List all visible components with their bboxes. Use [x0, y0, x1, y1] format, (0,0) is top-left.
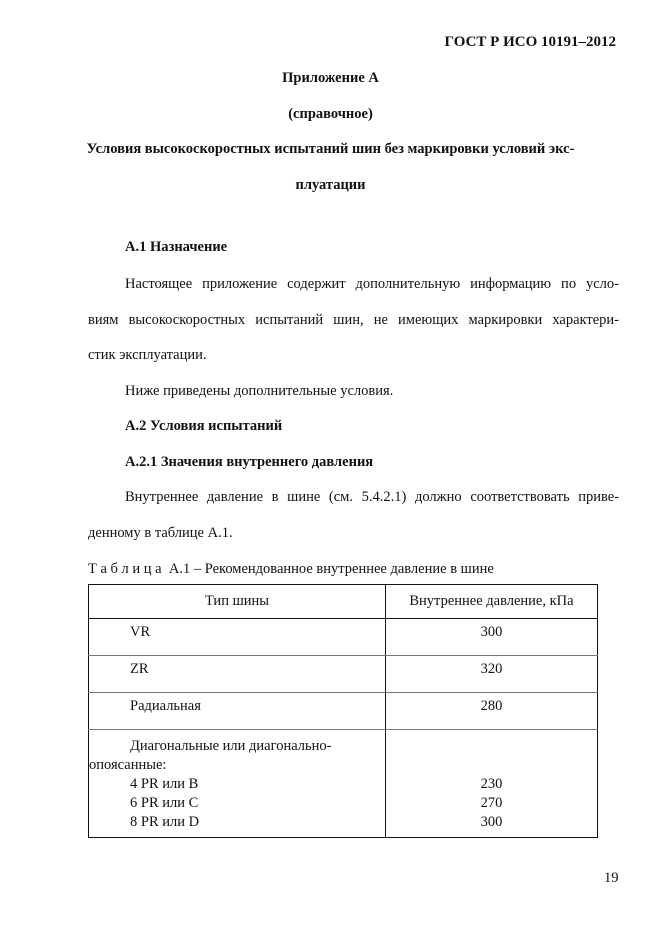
appendix-title: Приложение А: [282, 70, 379, 86]
table-row: [89, 619, 598, 656]
appendix-heading-line1: Условия высокоскоростных испытаний шин без маркировки условий экс-: [86, 141, 575, 157]
appendix-type: (справочное): [288, 106, 373, 122]
document-code: ГОСТ Р ИСО 10191–2012: [444, 34, 616, 50]
appendix-heading-line2: плуатации: [295, 177, 366, 193]
tire-type-cell-diagonal: [89, 730, 386, 838]
table-row: [89, 656, 598, 693]
tire-type-cell: ZR: [89, 656, 386, 693]
a1-paragraph-line1: Настоящее приложение содержит дополнительную информацию по усло-: [125, 276, 619, 292]
column-header-tire-type: Тип шины: [89, 585, 386, 619]
tire-type-cell: VR: [89, 619, 386, 656]
table-row-diagonal: [89, 730, 598, 838]
table-row: [89, 693, 598, 730]
pressure-cell: 300: [385, 619, 597, 656]
pressure-table: [88, 584, 598, 838]
column-header-pressure: Внутреннее давление, кПа: [385, 585, 597, 619]
table-header-row: [89, 585, 598, 619]
pressure-cell: 320: [385, 656, 597, 693]
a1-paragraph2: Ниже приведены дополнительные условия.: [125, 383, 394, 399]
diagonal-label-line1: Диагональные или диагонально-: [130, 738, 332, 754]
section-a1-title: А.1 Назначение: [125, 239, 228, 255]
a21-paragraph-line1: Внутреннее давление в шине (см. 5.4.2.1) должно соответствовать приве-: [125, 489, 619, 505]
diagonal-item-pressure: 270: [480, 795, 503, 811]
diagonal-item-pressure: 300: [480, 814, 503, 830]
tire-type-cell: Радиальная: [89, 693, 386, 730]
diagonal-item-type: 4 PR или B: [130, 776, 199, 792]
diagonal-item-type: 8 PR или D: [130, 814, 200, 830]
a21-paragraph-line2: денному в таблице А.1.: [88, 525, 233, 541]
pressure-cell: 280: [385, 693, 597, 730]
a1-paragraph-line2: виям высокоскоростных испытаний шин, не имеющих маркировки характери-: [88, 312, 619, 328]
diagonal-item-pressure: 230: [480, 776, 503, 792]
page-number: 19: [604, 870, 619, 886]
section-a2-title: А.2 Условия испытаний: [125, 418, 283, 434]
section-a21-title: А.2.1 Значения внутреннего давления: [125, 454, 374, 470]
a1-paragraph-line3: стик эксплуатации.: [88, 347, 207, 363]
diagonal-item-type: 6 PR или C: [130, 795, 199, 811]
diagonal-label-line2: опоясанные:: [89, 757, 167, 773]
pressure-cell-diagonal: [385, 730, 597, 838]
table-caption: Т а б л и ц а А.1 – Рекомендованное внутреннее давление в шине: [88, 561, 494, 577]
